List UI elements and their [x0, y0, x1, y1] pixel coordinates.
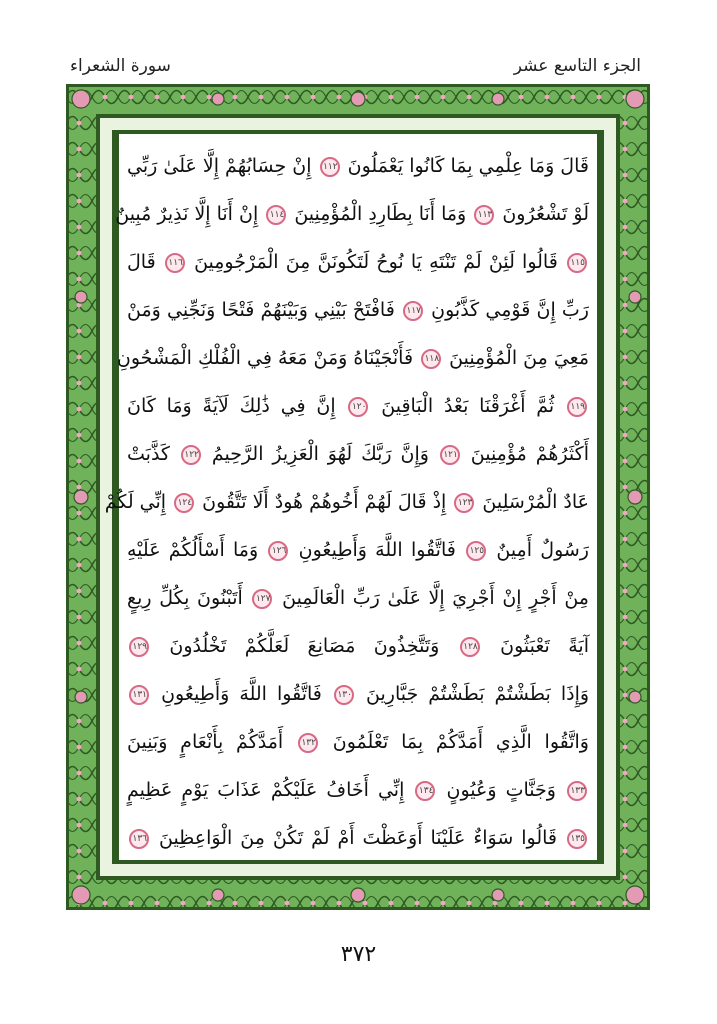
ayah-number-marker: ١٣١: [129, 685, 149, 705]
verse-text: مِنْ أَجْرٍ إِنْ أَجْرِيَ إِلَّا عَلَىٰ رَبِّ الْعَالَمِينَ: [282, 587, 589, 609]
verse-text: عَادٌ الْمُرْسَلِينَ: [482, 491, 589, 513]
verse-text: أَكْثَرُهُمْ مُؤْمِنِينَ: [470, 443, 589, 465]
ayah-number-marker: ١٢٣: [454, 493, 474, 513]
verse-text: قَالُوا سَوَاءٌ عَلَيْنَا أَوَعَظْتَ أَمْ لَمْ تَكُنْ مِنَ الْوَاعِظِينَ: [158, 827, 558, 849]
verse-text: أَتَبْنُونَ بِكُلِّ رِيعٍ: [127, 587, 243, 609]
ayah-number-marker: ١٢٨: [460, 637, 480, 657]
verse-text: قَالُوا لَئِنْ لَمْ تَنْتَهِ يَا نُوحُ لَتَكُونَنَّ مِنَ الْمَرْجُومِينَ: [194, 251, 558, 273]
verse-line: [127, 534, 589, 566]
ayah-number-marker: ١٣٠: [334, 685, 354, 705]
ayah-number-marker: ١٢٤: [174, 493, 194, 513]
ayah-number-marker: ١٣٣: [567, 781, 587, 801]
verse-text: ثُمَّ أَغْرَقْنَا بَعْدُ الْبَاقِينَ: [381, 395, 555, 417]
verse-line: [127, 822, 589, 854]
verse-text: وَإِنَّ رَبَّكَ لَهُوَ الْعَزِيزُ الرَّحِيمُ: [211, 443, 429, 465]
ayah-number-marker: ١٢٠: [348, 397, 368, 417]
verse-text: قَالَ وَمَا عِلْمِي بِمَا كَانُوا يَعْمَلُونَ: [347, 155, 589, 177]
verse-text: فَاتَّقُوا اللَّهَ وَأَطِيعُونِ: [161, 683, 322, 705]
ayah-number-marker: ١٣٤: [415, 781, 435, 801]
verse-text: إِنِّي لَكُمْ: [104, 491, 167, 513]
verse-text: وَمَا أَنَا بِطَارِدِ الْمُؤْمِنِينَ: [294, 203, 467, 225]
verse-text: وَمَا أَسْأَلُكُمْ عَلَيْهِ: [127, 539, 259, 561]
verse-text: وَإِذَا بَطَشْتُمْ بَطَشْتُمْ جَبَّارِينَ: [366, 683, 590, 705]
verse-text: إِنَّ فِي ذَٰلِكَ لَآيَةً وَمَا كَانَ: [127, 395, 336, 417]
verse-text: إِنْ حِسَابُهُمْ إِلَّا عَلَىٰ رَبِّي: [127, 155, 312, 177]
ayah-number-marker: ١١٣: [474, 205, 494, 225]
verse-text: آيَةً تَعْبَثُونَ: [500, 635, 589, 657]
verse-line: [104, 486, 589, 518]
ayah-number-marker: ١١٦: [165, 253, 185, 273]
verse-line: [127, 678, 589, 710]
verse-text: قَالَ: [127, 251, 156, 273]
verse-text: مَعِيَ مِنَ الْمُؤْمِنِينَ: [449, 347, 589, 369]
ayah-number-marker: ١٣٦: [129, 829, 149, 849]
verse-line: [127, 582, 589, 614]
ayah-number-marker: ١١٩: [567, 397, 587, 417]
verse-line: [115, 198, 589, 230]
ayah-number-marker: ١٢٦: [268, 541, 288, 561]
surah-header: سورة الشعراء: [70, 56, 171, 76]
ayah-number-marker: ١١٧: [403, 301, 423, 321]
verse-text: رَسُولٌ أَمِينٌ: [496, 539, 589, 561]
verse-text: لَوْ تَشْعُرُونَ: [502, 203, 589, 225]
verse-line: [127, 294, 589, 326]
ayah-number-marker: ١٢٥: [466, 541, 486, 561]
verse-text: وَجَنَّاتٍ وَعُيُونٍ: [446, 779, 556, 801]
page-number: ٣٧٢: [340, 942, 377, 967]
verse-text: كَذَّبَتْ: [127, 443, 170, 465]
verse-line: [127, 150, 589, 182]
verse-text: إِذْ قَالَ لَهُمْ أَخُوهُمْ هُودٌ أَلَا تَتَّقُونَ: [202, 491, 447, 513]
ayah-number-marker: ١٣٢: [298, 733, 318, 753]
verse-line: [127, 726, 589, 758]
verse-text: فَافْتَحْ بَيْنِي وَبَيْنَهُمْ فَتْحًا وَنَجِّنِي وَمَنْ: [127, 299, 395, 321]
ayah-number-marker: ١٣٥: [567, 829, 587, 849]
ayah-number-marker: ١١٨: [421, 349, 441, 369]
verse-text: رَبِّ إِنَّ قَوْمِي كَذَّبُونِ: [431, 299, 589, 321]
verse-text: وَاتَّقُوا الَّذِي أَمَدَّكُمْ بِمَا تَعْلَمُونَ: [332, 731, 589, 753]
verse-line: [127, 390, 589, 422]
verse-text: وَتَتَّخِذُونَ مَصَانِعَ لَعَلَّكُمْ تَخْلُدُونَ: [169, 635, 440, 657]
juz-header: الجزء التاسع عشر: [513, 56, 641, 76]
ayah-number-marker: ١٢٩: [129, 637, 149, 657]
verse-text: فَأَنْجَيْنَاهُ وَمَنْ مَعَهُ فِي الْفُلْكِ الْمَشْحُونِ: [116, 347, 414, 369]
ayah-number-marker: ١٢٧: [252, 589, 272, 609]
verse-line: [127, 438, 589, 470]
verse-text: إِنْ أَنَا إِلَّا نَذِيرٌ مُبِينٌ: [115, 203, 259, 225]
ayah-number-marker: ١١٤: [266, 205, 286, 225]
verse-text: فَاتَّقُوا اللَّهَ وَأَطِيعُونِ: [298, 539, 456, 561]
verse-text: إِنِّي أَخَافُ عَلَيْكُمْ عَذَابَ يَوْمٍ عَظِيمٍ: [127, 779, 405, 801]
verse-line: [116, 342, 589, 374]
verse-line: [127, 246, 589, 278]
verse-line: [127, 774, 589, 806]
verse-line: [127, 630, 589, 662]
verse-text: أَمَدَّكُمْ بِأَنْعَامٍ وَبَنِينَ: [127, 731, 284, 753]
ayah-number-marker: ١١٥: [567, 253, 587, 273]
ayah-number-marker: ١١٢: [320, 157, 340, 177]
ayah-number-marker: ١٢١: [440, 445, 460, 465]
ayah-number-marker: ١٢٢: [181, 445, 201, 465]
